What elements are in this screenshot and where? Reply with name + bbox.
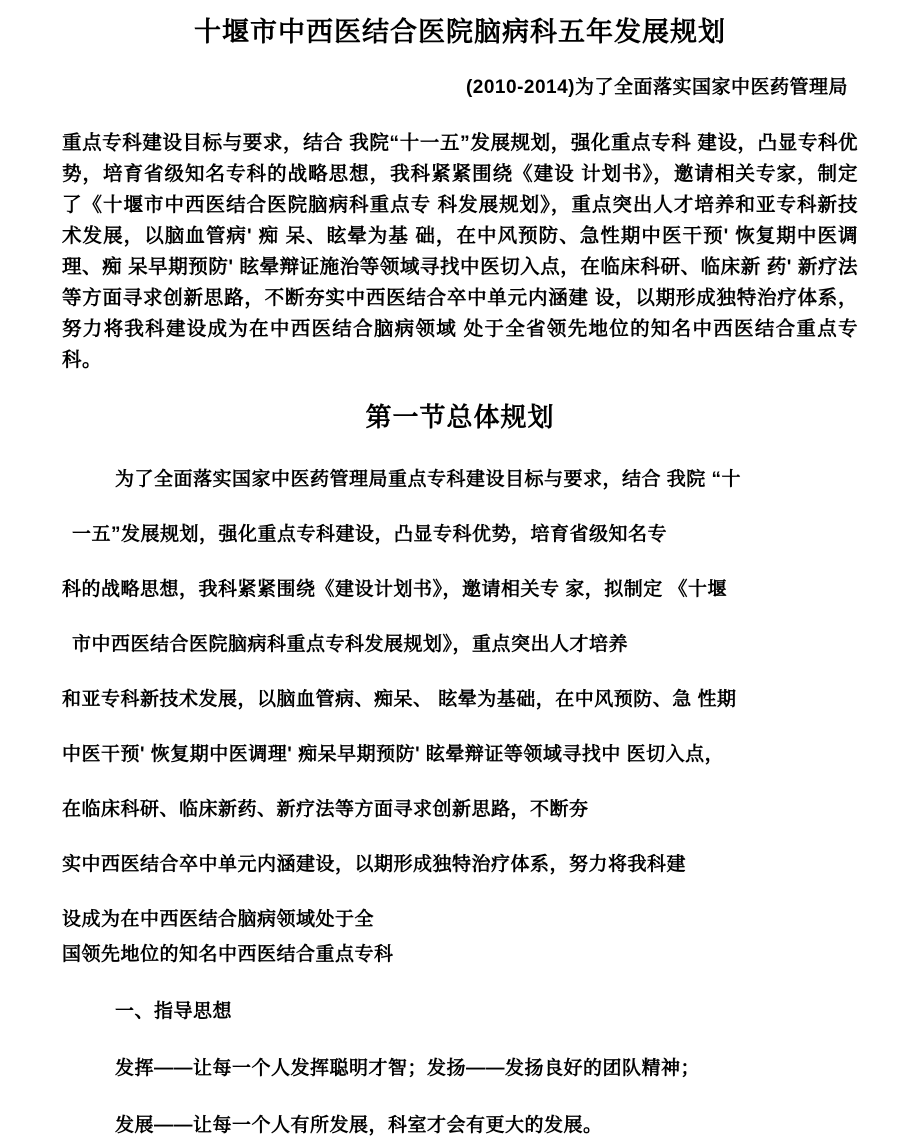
list-item-heading: 一、指导思想 (115, 1001, 233, 1022)
paragraph-line: 设成为在中西医结合脑病领域处于全 (62, 909, 375, 930)
section-body (62, 466, 858, 968)
list-item: 发展——让每一个人有所发展，科室才会有更大的发展。 (115, 1115, 603, 1136)
paragraph-line: 为了全面落实国家中医药管理局重点专科建设目标与要求，结合 我院 “十 (115, 469, 742, 490)
list-item: 发挥——让每一个人发挥聪明才智；发扬——发扬良好的团队精神； (115, 1058, 701, 1079)
paragraph-line: 和亚专科新技术发展，以脑血管病、痴呆、 眩晕为基础，在中风预防、急 性期 (62, 689, 737, 710)
paragraph-line: 实中西医结合卒中单元内涵建设，以期形成独特治疗体系，努力将我科建 (62, 854, 687, 875)
document-subtitle: (2010-2014)为了全面落实国家中医药管理局 (465, 77, 848, 98)
paragraph-line: 中医干预' 恢复期中医调理' 痴呆早期预防' 眩晕辩证等领域寻找中 医切入点， (62, 744, 725, 765)
paragraph-line: 一五”发展规划，强化重点专科建设，凸显专科优势，培育省级知名专 (72, 524, 668, 545)
paragraph-line: 在临床科研、临床新药、新疗法等方面寻求创新思路，不断夯 (62, 799, 589, 820)
intro-paragraph: 重点专科建设目标与要求，结合 我院“十一五”发展规划，强化重点专科 建设，凸显专科优势，培育省级知名专科的战略思想，我科紧紧围绕《建设 计划书》，邀请相关专家，制定了《十堰市中西医结合医院脑病科重点专 科发展规划》，重点突出人才培养和亚专科新技术发展，以脑血管病' 痴 呆、眩晕为基 础，在中风预防、急性期中医干预' 恢复期中医调理、痴 呆早期预防' 眩晕辩证施治等领域寻找中医切入点，在临床科研、临床新 药' 新疗法等方面寻求创新思路，不断夯实中西医结合卒中单元内涵建 设，以期形成独特治疗体系，努力将我科建设成为在中西医结合脑病领域 处于全省领先地位的知名中西医结合重点专科。 (62, 132, 858, 371)
document-title: 十堰市中西医结合医院脑病科五年发展规划 (194, 17, 726, 47)
paragraph-line: 市中西医结合医院脑病科重点专科发展规划》，重点突出人才培养 (72, 634, 629, 655)
paragraph-line: 科的战略思想，我科紧紧围绕《建设计划书》，邀请相关专 家，拟制定 《十堰 (62, 579, 728, 600)
section-heading: 第一节总体规划 (365, 402, 555, 432)
paragraph-line: 国领先地位的知名中西医结合重点专科 (62, 944, 394, 965)
